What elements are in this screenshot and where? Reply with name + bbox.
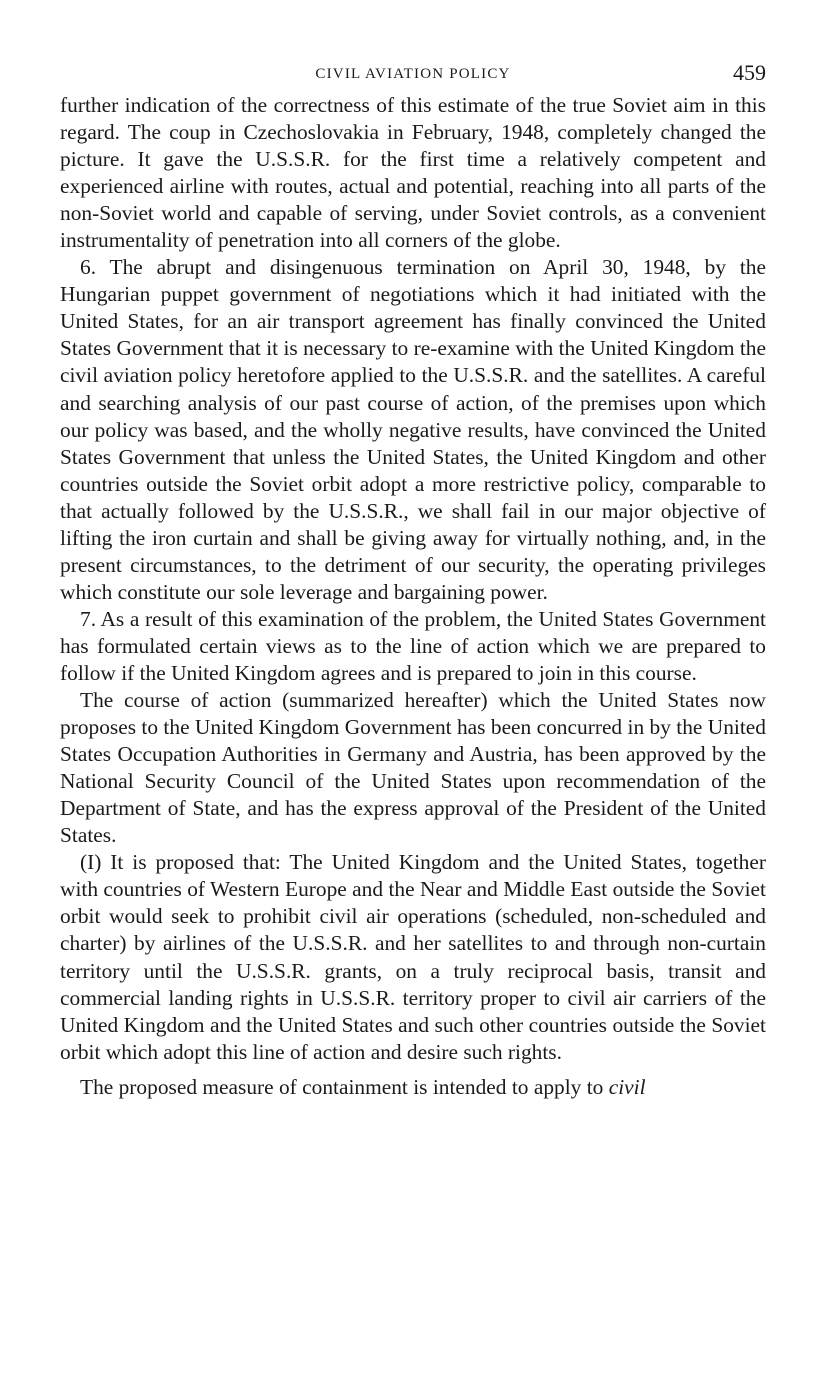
running-title: CIVIL AVIATION POLICY <box>315 66 511 82</box>
paragraph-containment-italic: civil <box>608 1074 646 1099</box>
paragraph-continuation: further indication of the correctness of this estimate of the true Soviet aim in this regard. The coup in Czechoslovakia in February, 1948, completely changed the picture. It gave the U.S.S.R. for the first time a relatively competent and experienced airline with routes, actual and potential, reaching into all parts of the non-Soviet world and capable of serving, under Soviet controls, as a convenient instrumentality of penetration into all corners of the globe. <box>60 93 766 253</box>
body-text <box>60 92 766 1101</box>
running-head <box>60 58 766 92</box>
paragraph-course-of-action: The course of action (summarized hereafter) which the United States now proposes to the United Kingdom Government has been concurred in by the United States Occupation Authorities in Germany and Austria, has been approved by the National Security Council of the United States upon recommendation of the Department of State, and has the express approval of the President of the United States. <box>60 688 766 848</box>
document-page <box>60 58 766 1101</box>
paragraph-proposal-i: (I) It is proposed that: The United Kingdom and the United States, together with countries of Western Europe and the Near and Middle East outside the Soviet orbit would seek to prohibit civil air operations (scheduled, non-scheduled and charter) by airlines of the U.S.S.R. and her satellites to and through non-curtain territory until the U.S.S.R. grants, on a truly reciprocal basis, transit and commercial landing rights in U.S.S.R. territory proper to civil air carriers of the United Kingdom and the United States and such other countries outside the Soviet orbit which adopt this line of action and desire such rights. <box>60 850 766 1064</box>
page-number: 459 <box>733 60 766 85</box>
paragraph-containment <box>60 1074 766 1101</box>
paragraph-7: 7. As a result of this examination of the problem, the United States Government has formulated certain views as to the line of action which we are prepared to follow if the United Kingdom agrees and is prepared to join in this course. <box>60 606 766 685</box>
paragraph-containment-text: The proposed measure of containment is intended to apply to <box>80 1074 604 1099</box>
paragraph-6: 6. The abrupt and disingenuous termination on April 30, 1948, by the Hungarian puppet government of negotiations which it had initiated with the United States, for an air transport agreement has finally convinced the United States Government that it is necessary to re-examine with the United Kingdom the civil aviation policy heretofore applied to the U.S.S.R. and the satellites. A careful and searching analysis of our past course of action, of the premises upon which our policy was based, and the wholly negative results, have convinced the United States Government that unless the United States, the United Kingdom and other countries outside the Soviet orbit adopt a more restrictive policy, comparable to that actually followed by the U.S.S.R., we shall fail in our major objective of lifting the iron curtain and shall be giving away for virtually nothing, and, in the present circumstances, to the detriment of our security, the operating privileges which constitute our sole leverage and bargaining power. <box>60 255 766 604</box>
